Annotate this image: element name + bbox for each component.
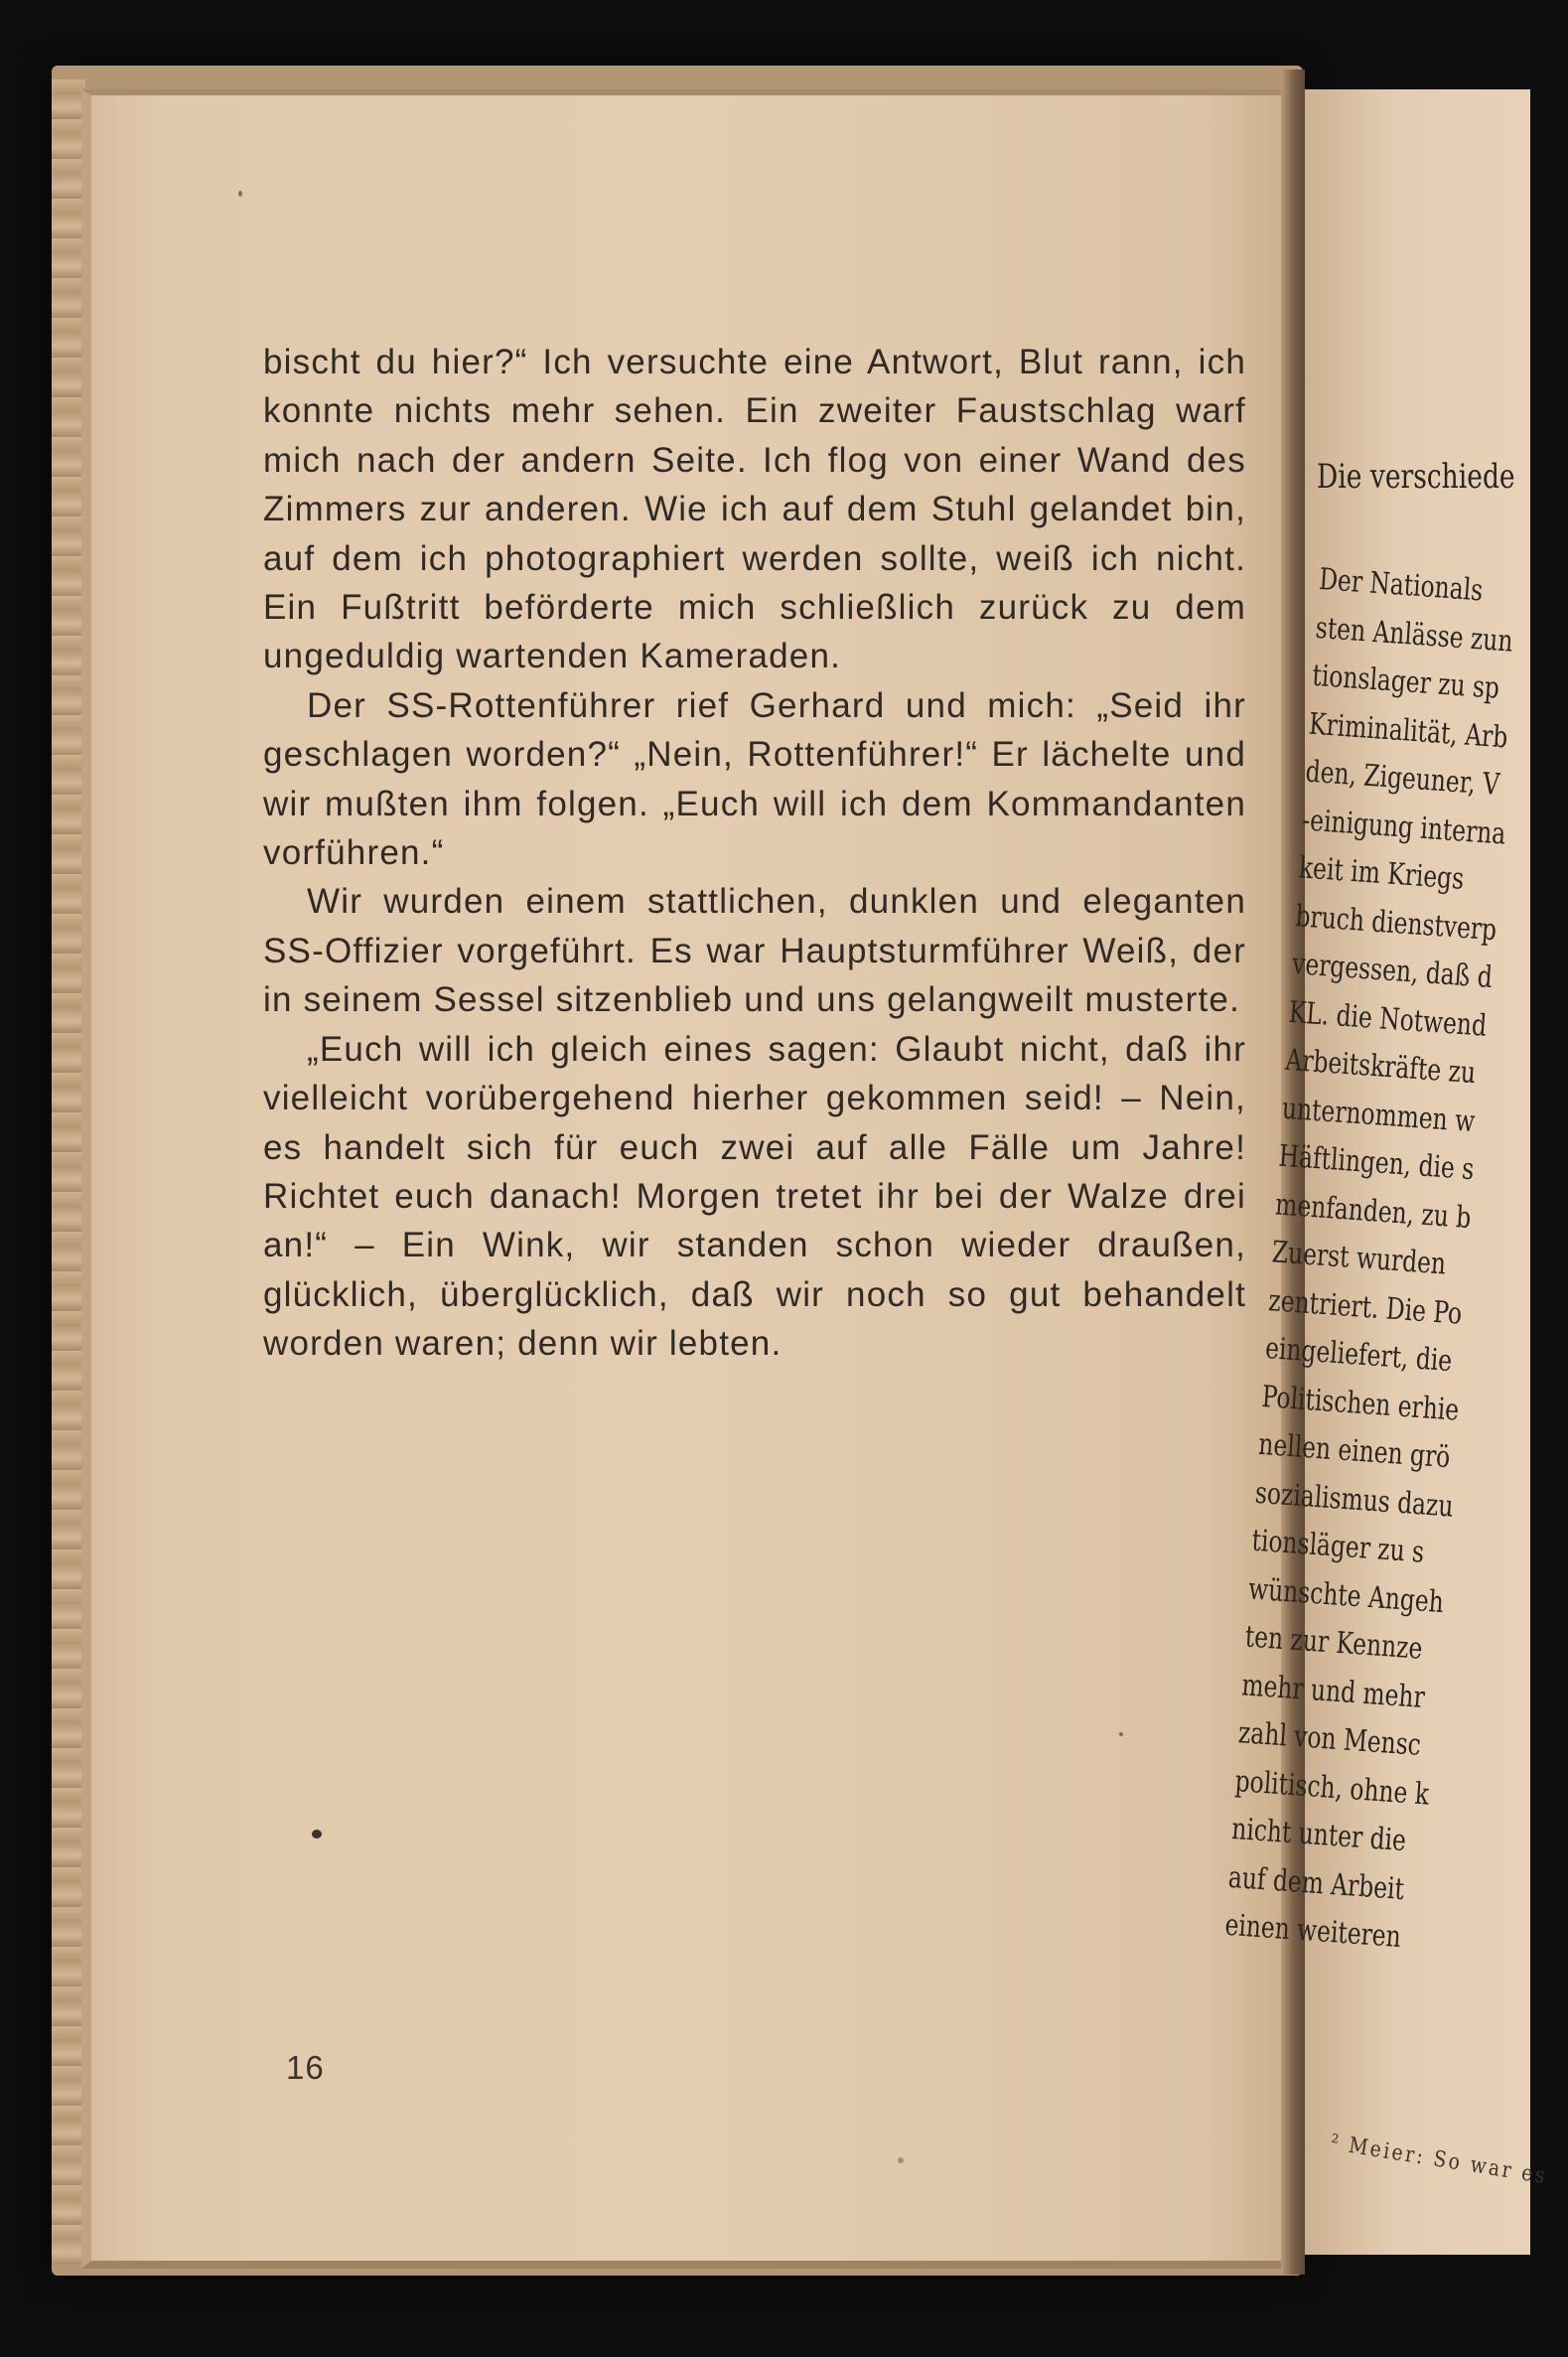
text-line: Zuerst wurden xyxy=(1270,1235,1448,1282)
text-line: Arbeitskräfte zu xyxy=(1284,1042,1478,1092)
left-page-text xyxy=(263,338,1246,1369)
text-line: KL. die Notwend xyxy=(1287,994,1489,1044)
right-page xyxy=(1223,89,1549,2255)
text-line: Politischen erhie xyxy=(1260,1379,1461,1428)
worn-page-edge xyxy=(52,79,85,2265)
text-line: zentriert. Die Po xyxy=(1267,1282,1464,1332)
page-number: 16 xyxy=(286,2049,325,2086)
text-line: eingeliefert, die xyxy=(1264,1331,1454,1380)
paper-speck xyxy=(898,2157,904,2163)
right-page-header: Die verschiede xyxy=(1317,457,1515,497)
paper-speck xyxy=(312,1830,322,1839)
paragraph: bischt du hier?“ Ich versuchte eine Antwort, Blut rann, ich konnte nichts mehr sehen. Ein zweiter Faustschlag warf mich nach der andern Seite. Ich flog von einer Wand des Zimmers zur anderen. Wie ich auf dem Stuhl gelandet bin, auf dem ich photographiert werden sollte, weiß ich nicht. Ein Fußtritt beförderte mich schließlich zurück zu dem ungeduldig wartenden Kameraden. xyxy=(263,343,1246,676)
text-line: sten Anlässe zun xyxy=(1314,610,1514,660)
text-line: Häftlingen, die s xyxy=(1277,1138,1476,1188)
text-line: sozialismus dazu xyxy=(1253,1475,1455,1525)
text-line: bruch dienstverp xyxy=(1294,898,1498,948)
text-line: politisch, ohne k xyxy=(1233,1763,1431,1813)
right-page-footnote: ² Meier: So war es xyxy=(1329,2131,1549,2190)
text-line: mehr und mehr xyxy=(1240,1667,1426,1715)
paper-speck xyxy=(1119,1732,1123,1736)
paper-speck xyxy=(238,191,242,197)
text-line: wünschte Angeh xyxy=(1247,1571,1445,1620)
paragraph: Der SS-Rottenführer rief Gerhard und mich: „Seid ihr geschlagen worden?“ „Nein, Rottenführer!“ Er lächelte und wir mußten ihm folgen. „Euch will ich dem Kommandanten vorführen.“ xyxy=(263,685,1246,873)
text-line: den, Zigeuner, V xyxy=(1304,754,1501,804)
text-line: nicht unter die xyxy=(1230,1811,1408,1859)
text-line: auf dem Arbeit xyxy=(1226,1859,1406,1907)
text-line: nellen einen grö xyxy=(1257,1426,1452,1476)
text-line: zahl von Mensc xyxy=(1236,1715,1423,1763)
text-line: -einigung interna xyxy=(1301,802,1507,852)
text-line: unternommen w xyxy=(1280,1091,1477,1139)
paragraph: „Euch will ich gleich eines sagen: Glaubt nicht, daß ihr vielleicht vorübergehend hierher gekommen seid! – Nein, es handelt sich für euch zwei auf alle Fälle um Jahre! Richtet euch danach! Morgen tretet ihr bei der Walze drei an!“ – Ein Wink, wir standen schon wieder draußen, glücklich, überglücklich, daß wir noch so gut behandelt worden waren; denn wir lebten. xyxy=(263,1029,1246,1364)
text-line: menfanden, zu b xyxy=(1274,1186,1473,1236)
text-line: keit im Kriegs xyxy=(1297,850,1466,897)
text-line: einen weiteren xyxy=(1223,1907,1402,1955)
text-line: Der Nationals xyxy=(1318,561,1485,609)
text-line: tionsläger zu s xyxy=(1250,1523,1426,1570)
text-line: tionslager zu sp xyxy=(1311,658,1501,706)
text-line: ten zur Kennze xyxy=(1243,1619,1424,1667)
text-line: vergessen, daß d xyxy=(1291,947,1494,996)
paragraph: Wir wurden einem stattlichen, dunklen und eleganten SS-Offizier vorgeführt. Es war Hauptsturmführer Weiß, der in seinem Sessel sitzenblieb und uns gelangweilt musterte. xyxy=(263,882,1246,1020)
text-line: Kriminalität, Arb xyxy=(1307,706,1509,756)
